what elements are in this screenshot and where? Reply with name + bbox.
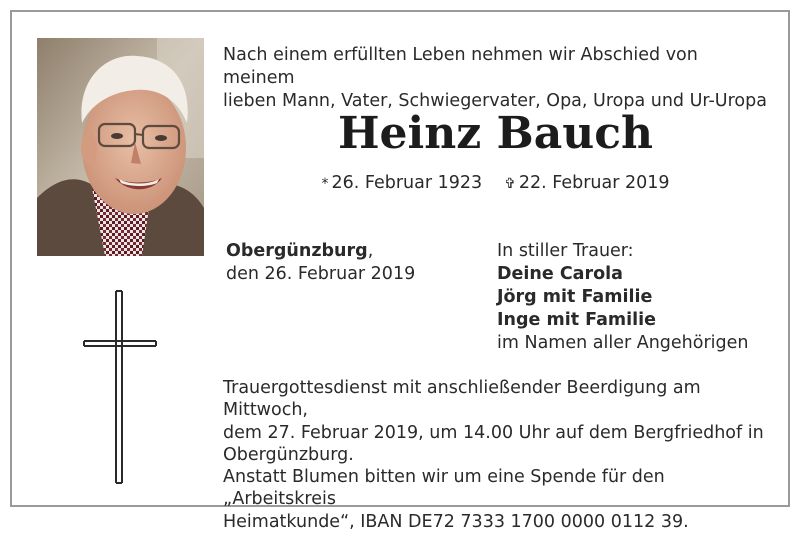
service-line: Anstatt Blumen bitten wir um eine Spende für den „Arbeitskreis (223, 467, 665, 510)
service-info (223, 377, 778, 533)
life-dates (223, 172, 768, 195)
deceased-name: Heinz Bauch (337, 108, 654, 159)
place-and-date (226, 240, 415, 286)
service-line: Trauergottesdienst mit anschließender Beerdigung am Mittwoch, (223, 378, 701, 421)
service-line: Obergünzburg. (223, 444, 354, 465)
place-suffix: , (367, 241, 374, 261)
mourner: Inge mit Familie (497, 310, 656, 330)
mourner-note: im Namen aller Angehörigen (497, 333, 749, 353)
intro-line: Nach einem erfüllten Leben nehmen wir Abschied von meinem (223, 45, 698, 88)
intro-text (223, 44, 768, 113)
birth-date: 26. Februar 1923 (331, 173, 483, 193)
death-cross-icon: ✞ (504, 176, 516, 192)
mourners-block (497, 240, 749, 355)
birth-star-icon: * (321, 176, 329, 192)
cross-icon (82, 289, 158, 485)
service-line: Heimatkunde“, IBAN DE72 7333 1700 0000 0112 39. (223, 511, 689, 532)
mourner: Jörg mit Familie (497, 287, 653, 307)
death-date: 22. Februar 2019 (518, 173, 670, 193)
place-name: Obergünzburg (226, 241, 368, 261)
mourner: Deine Carola (497, 264, 623, 284)
portrait-photo (37, 38, 204, 256)
service-line: dem 27. Februar 2019, um 14.00 Uhr auf dem Bergfriedhof in (223, 422, 764, 443)
mourning-label: In stiller Trauer: (497, 241, 634, 261)
notice-date: den 26. Februar 2019 (226, 264, 416, 284)
intro-line: lieben Mann, Vater, Schwiegervater, Opa, Uropa und Ur-Uropa (223, 91, 767, 111)
